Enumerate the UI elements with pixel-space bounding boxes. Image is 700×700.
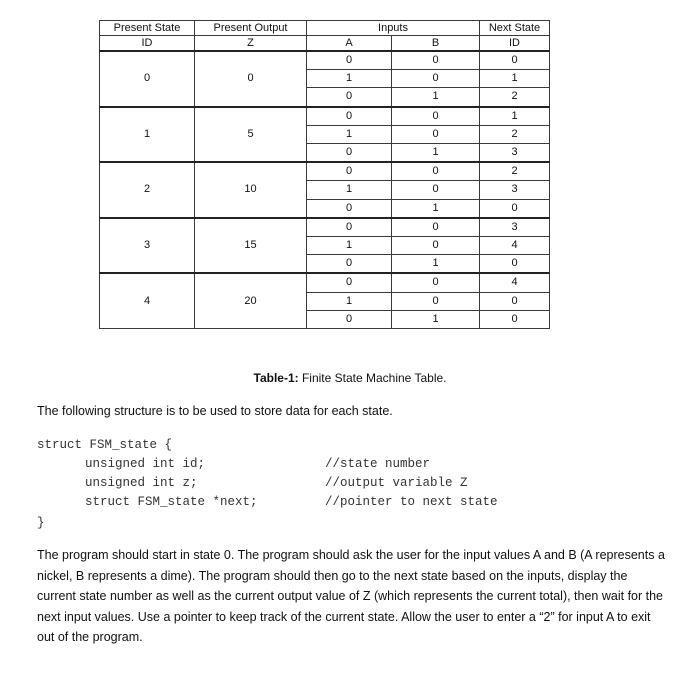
cell-next-state: 3 [480,144,550,163]
fsm-table [99,20,550,329]
cell-next-state: 3 [480,218,550,237]
intro-text: The following structure is to be used to store data for each state. [37,404,393,418]
cell-input-b: 0 [392,292,480,310]
cell-next-state: 1 [480,107,550,126]
cell-input-b: 1 [392,255,480,274]
cell-input-a: 0 [307,218,392,237]
header-present-output-z: Z [195,36,307,52]
cell-input-b: 1 [392,199,480,218]
cell-input-a: 1 [307,181,392,199]
cell-next-state: 3 [480,181,550,199]
cell-input-b: 0 [392,162,480,181]
cell-input-b: 0 [392,51,480,70]
table-row [100,162,550,181]
header-inputs: Inputs [307,21,480,36]
cell-input-b: 0 [392,107,480,126]
cell-input-a: 0 [307,310,392,328]
cell-input-a: 1 [307,125,392,143]
cell-input-a: 0 [307,273,392,292]
cell-next-state: 0 [480,51,550,70]
instructions-paragraph: The program should start in state 0. The program should ask the user for the input values A and B (A represents a nickel, B represents a dime). The program should then go to the next state based on the inputs, display the current state number as well as the current output value of Z (which represents the current total), then wait for the next input values. Use a pointer to keep track of the current state. Allow the user to enter a “2” for input A to exit out of the program. [37,548,665,644]
code-comment-z: //output variable Z [325,476,468,490]
cell-input-a: 1 [307,292,392,310]
cell-input-a: 1 [307,70,392,88]
table-row [100,273,550,292]
cell-input-a: 0 [307,107,392,126]
cell-input-b: 0 [392,273,480,292]
cell-input-a: 0 [307,199,392,218]
header-present-output: Present Output [195,21,307,36]
cell-input-a: 0 [307,162,392,181]
cell-output-z: 15 [195,218,307,274]
header-present-state-id: ID [100,36,195,52]
header-input-a: A [307,36,392,52]
cell-input-b: 1 [392,88,480,107]
code-comment-id: //state number [325,457,431,471]
cell-input-b: 0 [392,125,480,143]
code-field-id: unsigned int id; [85,457,206,471]
table-caption: Table-1: Finite State Machine Table. [253,371,447,385]
cell-state-id: 2 [100,162,195,218]
cell-input-b: 0 [392,218,480,237]
cell-next-state: 0 [480,255,550,274]
cell-next-state: 4 [480,273,550,292]
cell-input-a: 0 [307,51,392,70]
code-comment-next: //pointer to next state [325,495,498,509]
cell-next-state: 2 [480,162,550,181]
cell-output-z: 0 [195,51,307,107]
cell-output-z: 10 [195,162,307,218]
cell-next-state: 4 [480,237,550,255]
cell-state-id: 3 [100,218,195,274]
cell-input-a: 0 [307,255,392,274]
cell-input-b: 0 [392,237,480,255]
table-row [100,218,550,237]
cell-input-a: 0 [307,144,392,163]
table-row [100,107,550,126]
cell-next-state: 1 [480,70,550,88]
code-field-z: unsigned int z; [85,476,198,490]
cell-input-a: 1 [307,237,392,255]
header-present-state: Present State [100,21,195,36]
cell-output-z: 20 [195,273,307,328]
cell-input-b: 0 [392,181,480,199]
cell-next-state: 0 [480,310,550,328]
cell-next-state: 0 [480,199,550,218]
cell-next-state: 2 [480,125,550,143]
header-input-b: B [392,36,480,52]
cell-output-z: 5 [195,107,307,163]
cell-state-id: 4 [100,273,195,328]
cell-next-state: 0 [480,292,550,310]
code-struct-close: } [37,516,45,530]
cell-input-b: 1 [392,310,480,328]
table-row [100,51,550,70]
code-field-next: struct FSM_state *next; [85,495,258,509]
cell-input-a: 0 [307,88,392,107]
cell-state-id: 0 [100,51,195,107]
cell-input-b: 0 [392,70,480,88]
code-struct-open: struct FSM_state { [37,438,173,452]
cell-next-state: 2 [480,88,550,107]
header-next-state-id: ID [480,36,550,52]
cell-state-id: 1 [100,107,195,163]
cell-input-b: 1 [392,144,480,163]
header-next-state: Next State [480,21,550,36]
